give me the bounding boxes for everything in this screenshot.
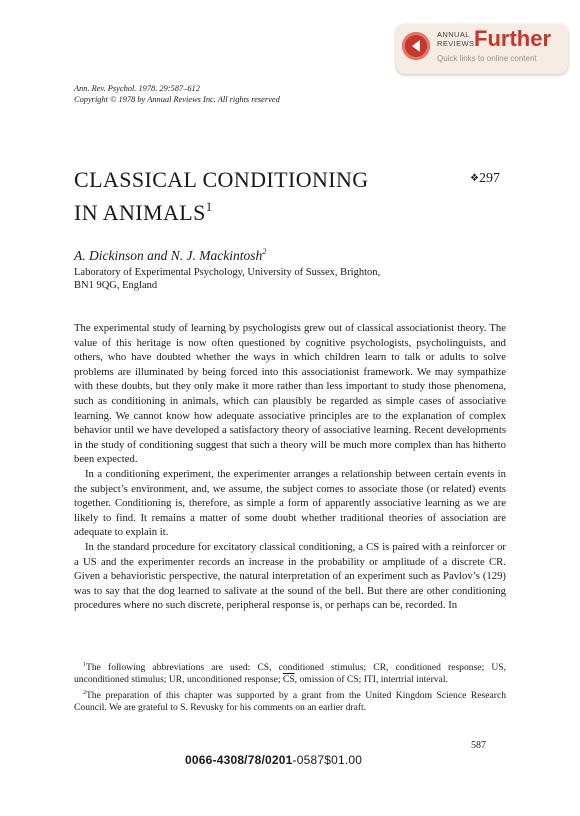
page-number: 587 bbox=[471, 740, 486, 751]
article-title bbox=[74, 166, 369, 226]
further-wordmark: Further bbox=[474, 26, 551, 51]
footnote-1 bbox=[74, 659, 506, 687]
issn-code: 0066-4308/78/0201 bbox=[185, 753, 293, 767]
arrow-left-glyph bbox=[410, 39, 422, 53]
footnote-text: The following abbreviations are used: CS, conditioned stimulus; CR, conditioned response; US, unconditioned stimulus; UR, unconditioned response; bbox=[74, 662, 506, 686]
footnotes bbox=[74, 659, 506, 715]
affiliation-line-1: Laboratory of Experimental Psychology, University of Sussex, Brighton, bbox=[74, 267, 381, 278]
chapter-number-value: 297 bbox=[478, 171, 500, 186]
publisher-wordmark: ANNUAL REVIEWS bbox=[437, 30, 475, 48]
further-badge[interactable] bbox=[396, 24, 568, 74]
footnote-text: The preparation of this chapter was supported by a grant from the United Kingdom Science Research Council. We are grateful to S. Revusky for his comments on an earlier draft. bbox=[74, 689, 506, 714]
copyright-line: Copyright © 1978 by Annual Reviews Inc. All rights reserved bbox=[74, 95, 280, 104]
affiliation bbox=[74, 266, 414, 292]
cs-omission-symbol: $\overline{CS}$ bbox=[282, 674, 295, 686]
footnote-mark: 2 bbox=[83, 689, 86, 696]
chapter-number bbox=[470, 171, 500, 187]
author-names: A. Dickinson and N. J. Mackintosh bbox=[74, 248, 263, 263]
title-footnote-mark: 1 bbox=[205, 199, 213, 214]
quick-links-link[interactable]: Quick links to online content bbox=[437, 54, 537, 63]
paragraph: The experimental study of learning by psychologists grew out of classical associationist theory. The value of this heritage is now often questioned by cognitive psychologists, psycholinguists, and others, who have doubted whether the ways in which children learn to talk or adults to solve problems are illuminated by being forced into this associationist framework. We may sympathize with these doubts, but they only make it more rather than less important to study those phenomena, such as conditioning in animals, which can plausibly be regarded as simple cases of associative learning. We cannot know how adequate associative principles are to the explanation of complex behavior until we have developed a satisfactory theory of associative learning. Recent developments in the study of conditioning suggest that such a theory will be much more complex than has hitherto been expected. bbox=[74, 322, 506, 466]
authors bbox=[74, 247, 266, 264]
title-line-1: CLASSICAL CONDITIONING bbox=[74, 167, 369, 192]
diamond-icon: ❖ bbox=[470, 173, 479, 184]
journal-citation bbox=[74, 83, 280, 105]
affiliation-line-2: BN1 9QG, England bbox=[74, 280, 158, 291]
footnote-mark: 1 bbox=[83, 662, 86, 668]
footnote-2 bbox=[74, 687, 506, 715]
arrow-left-icon bbox=[402, 32, 430, 60]
article-body bbox=[74, 321, 506, 613]
issn-line bbox=[185, 753, 362, 767]
issn-price: -0587$01.00 bbox=[292, 753, 363, 767]
author-footnote-mark: 2 bbox=[262, 247, 267, 256]
citation-line: Ann. Rev. Psychol. 1978. 29:587–612 bbox=[74, 84, 200, 93]
title-line-2: IN ANIMALS bbox=[74, 200, 206, 225]
footnote-text: , omission of CS; ITI, intertrial interval. bbox=[294, 674, 448, 686]
paragraph: In a conditioning experiment, the experimenter arranges a relationship between certain events in the subject’s environment, and, we assume, the subject comes to associate those (or related) events together. Conditioning is, therefore, as simple a form of apparently associative learning as we are likely to find. It remains a matter of some doubt whether traditional theories of association are adequate to explain it. bbox=[74, 467, 506, 539]
paragraph: In the standard procedure for excitatory classical conditioning, a CS is paired with a reinforcer or a US and the experimenter records an increase in the probability or amplitude of a discrete CR. Given a behavioristic perspective, the natural interpretation of an experiment such as Pavlov’s (129) was to say that the dog learned to salivate at the sound of the bell. But there are other conditioning procedures where no such discrete, peripheral response is, or perhaps can be, recorded. In bbox=[74, 540, 506, 612]
